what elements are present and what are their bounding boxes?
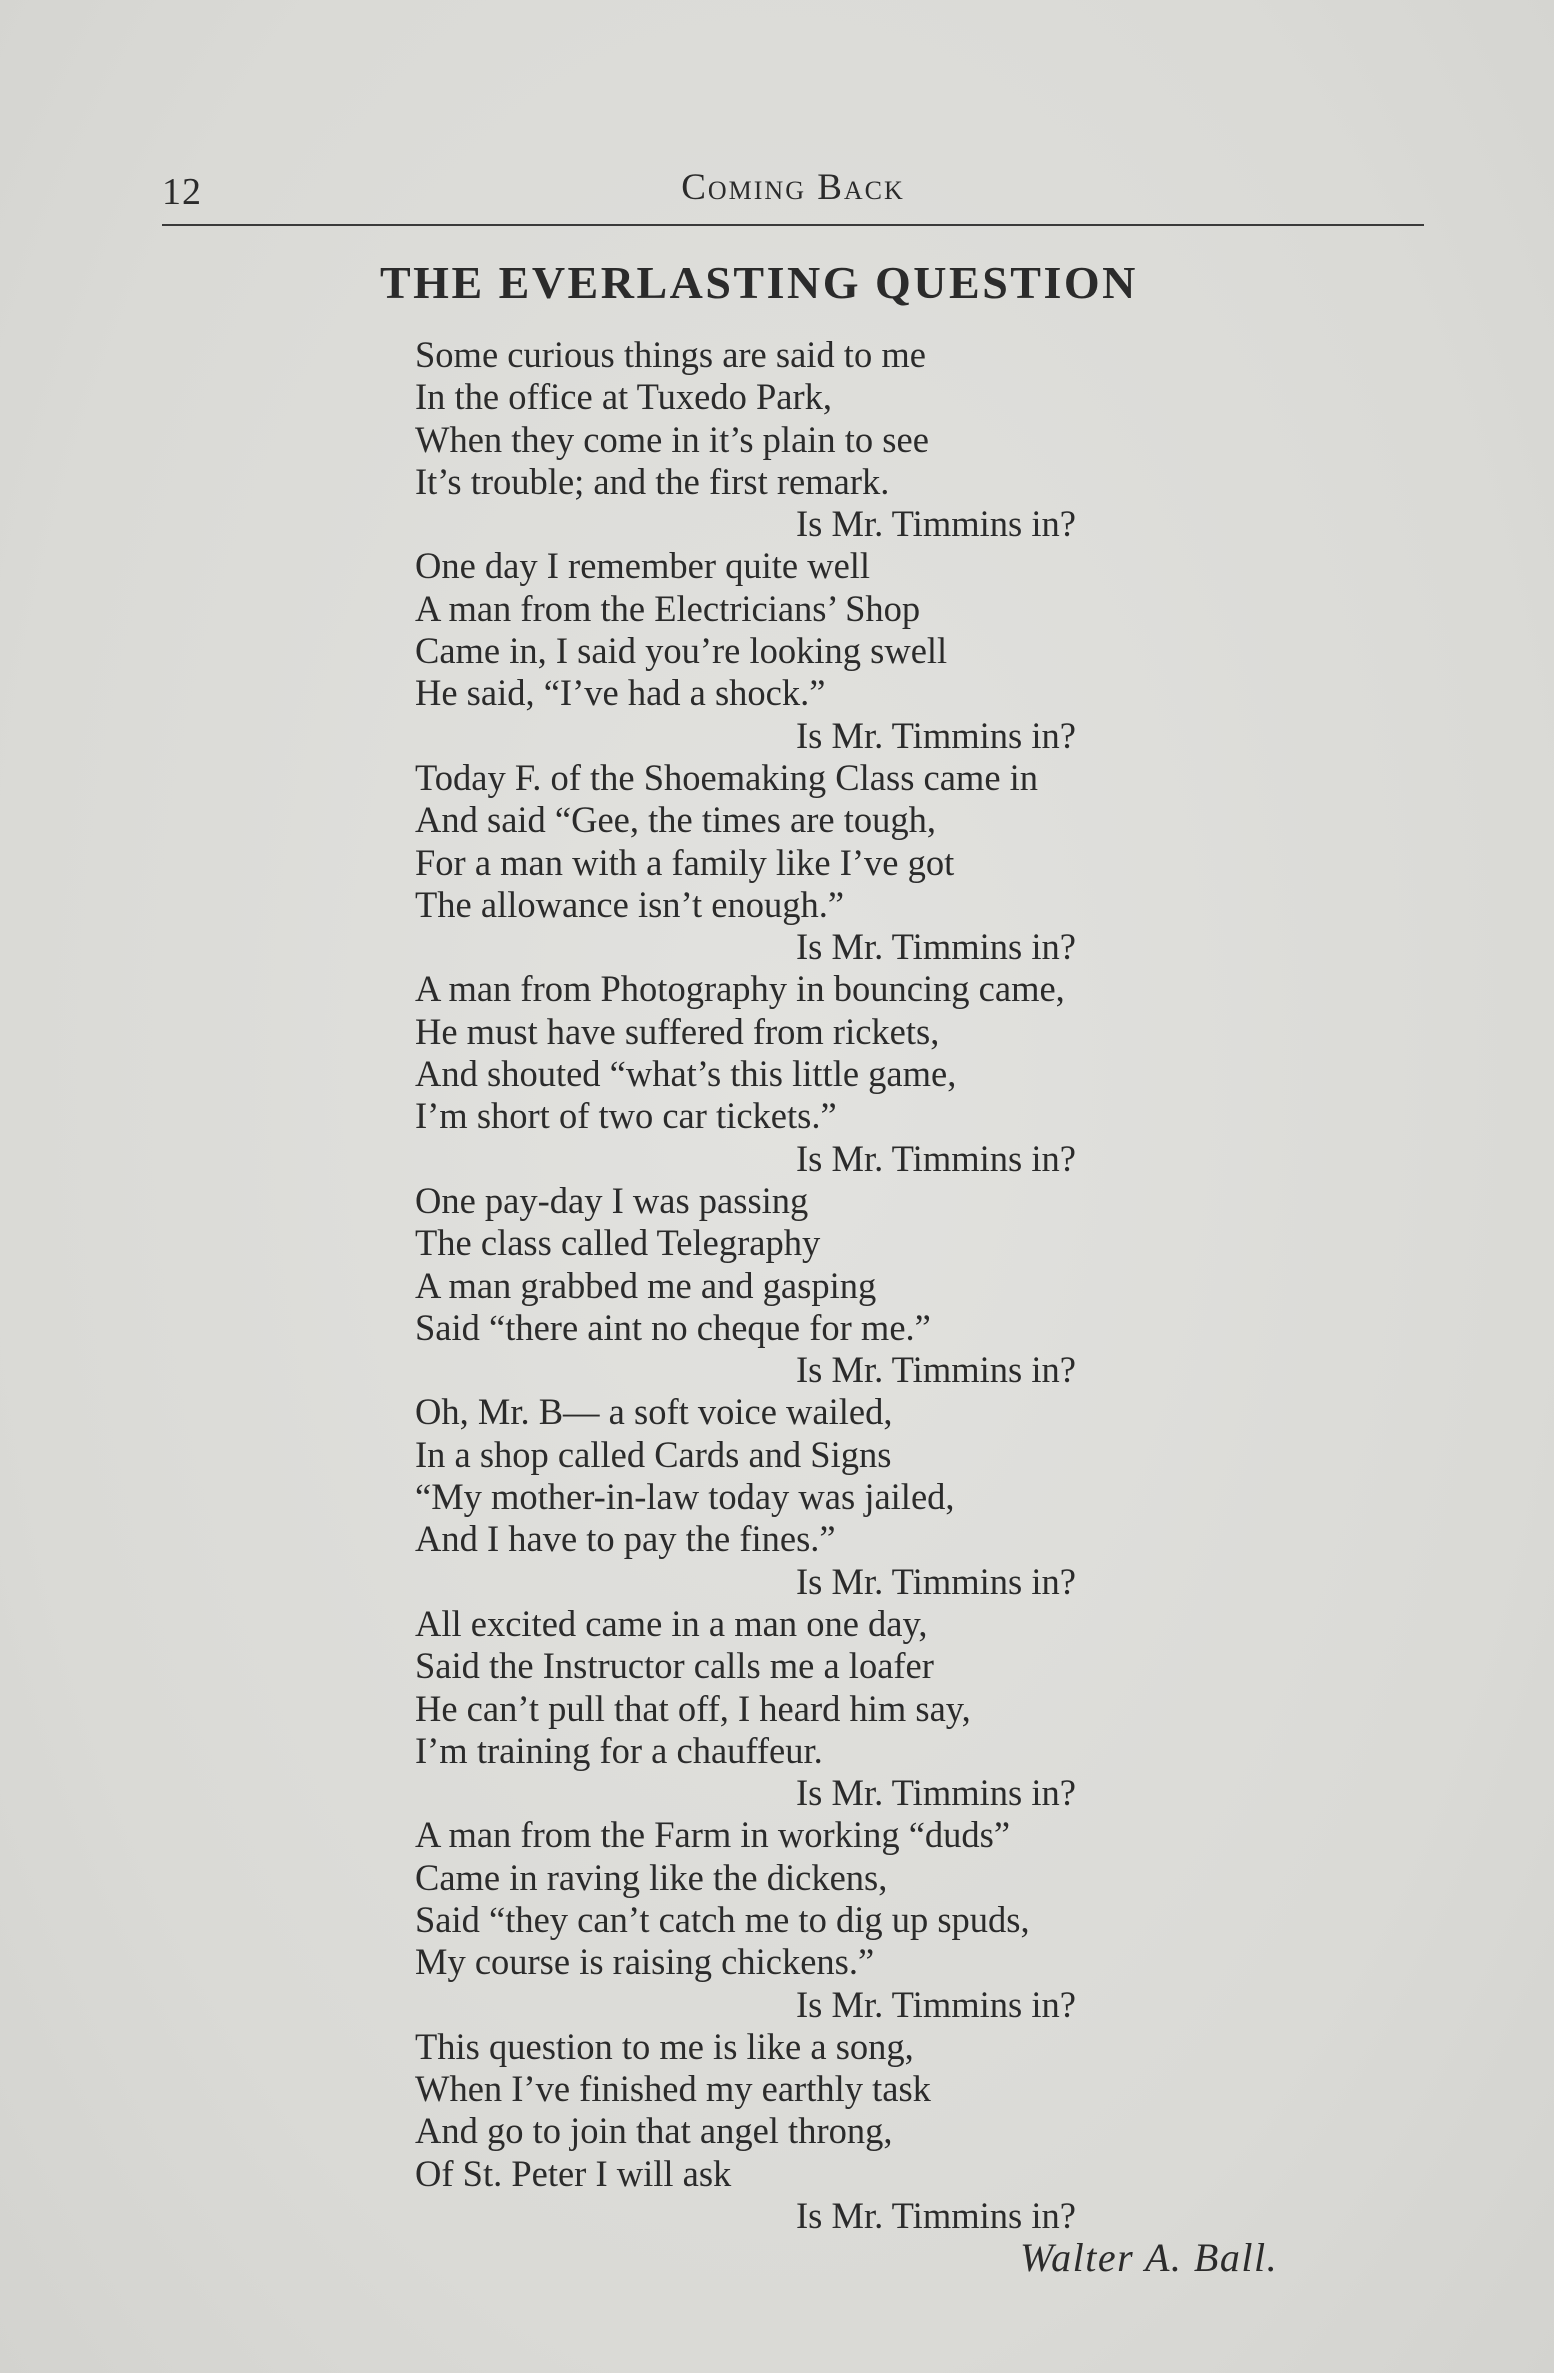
poem-line: One day I remember quite well (415, 545, 871, 587)
poem-line: The class called Telegraphy (415, 1222, 821, 1264)
poem-line: And shouted “what’s this little game, (415, 1053, 957, 1095)
refrain-line: Is Mr. Timmins in? (796, 1560, 1076, 1602)
poem-line: A man from the Electricians’ Shop (415, 587, 921, 629)
poem-line: A man from Photography in bouncing came, (415, 968, 1065, 1010)
poem-line: This question to me is like a song, (415, 2025, 914, 2067)
refrain-line: Is Mr. Timmins in? (796, 503, 1076, 545)
poem-line: In the office at Tuxedo Park, (415, 376, 832, 418)
header-rule (162, 224, 1424, 226)
poem-line: My course is raising chickens.” (415, 1941, 875, 1983)
poem-line: When I’ve finished my earthly task (415, 2068, 931, 2110)
page-header (162, 166, 1424, 228)
poem-title: THE EVERLASTING QUESTION (380, 257, 1138, 308)
poem-line: And said “Gee, the times are tough, (415, 799, 936, 841)
poem-line: I’m training for a chauffeur. (415, 1729, 823, 1771)
page-number: 12 (162, 171, 202, 213)
refrain-line: Is Mr. Timmins in? (796, 926, 1076, 968)
poem-line: Some curious things are said to me (415, 334, 926, 375)
poem-line: He can’t pull that off, I heard him say, (415, 1687, 971, 1729)
poem-line: He said, “I’ve had a shock.” (415, 672, 826, 714)
poem-line: Came in, I said you’re looking swell (415, 630, 948, 672)
refrain-line: Is Mr. Timmins in? (796, 1772, 1076, 1814)
poem-line: The allowance isn’t enough.” (415, 883, 845, 925)
poem-line: It’s trouble; and the first remark. (415, 460, 890, 502)
poem-line: All excited came in a man one day, (415, 1602, 928, 1644)
author-signature: Walter A. Ball. (1020, 2235, 1279, 2280)
running-title: Coming Back (681, 167, 905, 208)
refrain-line: Is Mr. Timmins in? (796, 2195, 1076, 2237)
poem-line: When they come in it’s plain to see (415, 418, 929, 460)
poem-line: For a man with a family like I’ve got (415, 841, 955, 883)
poem-line: Said “they can’t catch me to dig up spuds, (415, 1898, 1030, 1940)
poem-line: Said “there aint no cheque for me.” (415, 1306, 931, 1348)
poem-line: “My mother-in-law today was jailed, (415, 1476, 955, 1518)
refrain-line: Is Mr. Timmins in? (796, 1349, 1076, 1391)
poem-body (415, 334, 1315, 2237)
poem-line: Came in raving like the dickens, (415, 1856, 888, 1898)
poem-line: Oh, Mr. B— a soft voice wailed, (415, 1391, 893, 1433)
poem-line: One pay-day I was passing (415, 1179, 809, 1221)
poem-line: I’m short of two car tickets.” (415, 1095, 837, 1137)
poem-line: Of St. Peter I will ask (415, 2152, 732, 2194)
poem-line: A man from the Farm in working “duds” (415, 1814, 1011, 1856)
poem-line: In a shop called Cards and Signs (415, 1433, 892, 1475)
poem-line: Today F. of the Shoemaking Class came in (415, 756, 1039, 798)
poem-line: Said the Instructor calls me a loafer (415, 1645, 934, 1687)
refrain-line: Is Mr. Timmins in? (796, 714, 1076, 756)
poem-line: He must have suffered from rickets, (415, 1010, 940, 1052)
poem-line: And I have to pay the fines.” (415, 1518, 836, 1560)
poem-line: A man grabbed me and gasping (415, 1264, 877, 1306)
refrain-line: Is Mr. Timmins in? (796, 1983, 1076, 2025)
poem-line: And go to join that angel throng, (415, 2110, 893, 2152)
refrain-line: Is Mr. Timmins in? (796, 1137, 1076, 1179)
